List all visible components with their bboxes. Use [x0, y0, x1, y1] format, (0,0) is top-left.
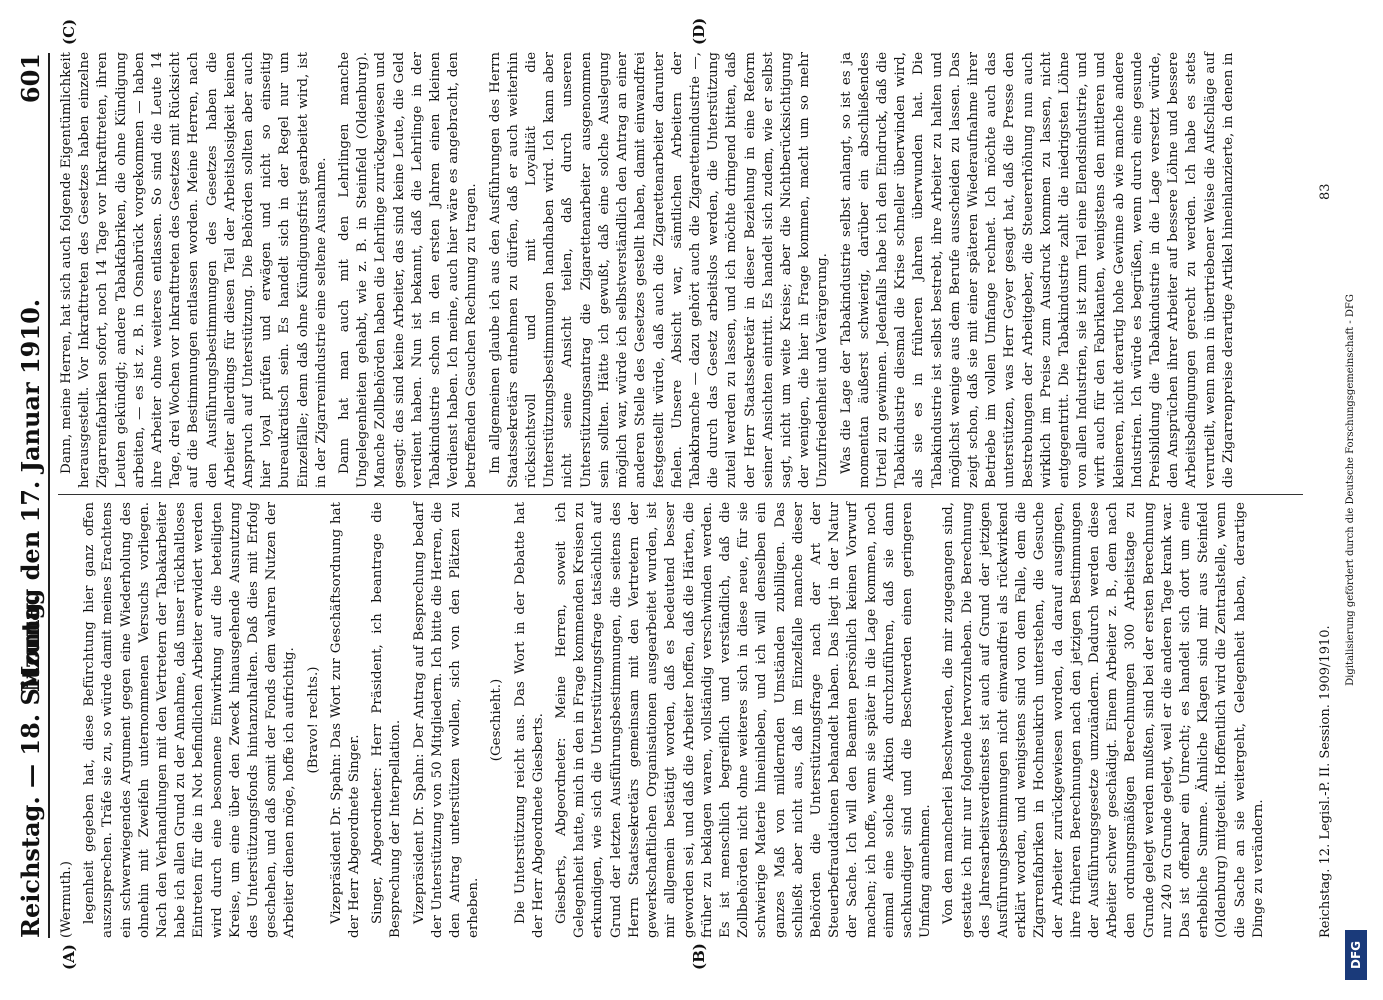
footer-citation: Reichstag. 12. Legisl.-P. II. Session. 1909/1910.: [1318, 625, 1333, 938]
paragraph: Von den mancherlei Beschwerden, die mir zugegangen sind, gestatte ich mir nur folgende hervorzuheben. Die Berechnung des Jahresarbeitsverdienstes ist auch auf Grund der jetzigen Ausführungsbestimmungen nicht einwandfrei als rückwirkend erklärt worden, und wenigstens sind von dem Falle, dem die Zigarrenfabriken in Hochneukirch unterstehen, die Gesuche der Arbeiter zurückgewiesen worden, da darauf ausgingen, ihre früheren Berechnungen nach den jetzigen Bestimmungen der Ausführungsgesetze umzuändern. Dadurch werden diese Arbeiter schwer geschädigt. Einem Arbeiter z. B., dem nach den ordnungsmäßigen Berechnungen 300 Arbeitstage zu Grunde gelegt werden mußten, sind bei der ersten Berechnung nur 240 zu Grunde gelegt, weil er die anderen Tage krank war. Das ist offenbar ein Unrecht; es handelt sich dort um eine erhebliche Summe. Ähnliche Klagen sind mir aus Steinfeld (Oldenburg) mitgeteilt. Hoffentlich wird die Zentralstelle, wenn die Sache an sie weitergeht, Gelegenheit haben, derartige Dinge zu verändern.: [941, 502, 1266, 938]
right-text-column: [58, 52, 1243, 488]
paragraph: (Geschieht.): [489, 678, 505, 762]
page-number: 601: [16, 53, 45, 104]
left-text-column: [58, 502, 1273, 938]
paragraph: (Bravo! rechts.): [305, 666, 321, 774]
paragraph: Giesberts, Abgeordneter: Meine Herren, soweit ich Gelegenheit hatte, mich in den in Frage kommenden Kreisen zu erkundigen, wie sich die Unterstützungsfrage tatsächlich auf Grund der letzten Ausführungsbestimmungen, die seitens des Herrn Staatssekretärs gemeinsam mit den Vertretern der gewerkschaftlichen Organisationen ausgearbeitet wurden, ist mir allgemein bestätigt worden, daß es bedeutend besser geworden sei, und daß die Arbeiter hoffen, daß die Härten, die früher zu beklagen waren, vollständig verschwinden werden. Es ist menschlich begreiflich und verständlich, daß die Zollbehörden nicht ohne weiteres sich in diese neue, für sie schwierige Materie hineinleben, und ich will denselben ein ganzes Maß von mildernden Umständen zubilligen. Das schließt aber nicht aus, daß im Einzelfalle manche dieser Behörden die Unterstützungsfrage nach der Art der Steuerbefraudationen behandelt haben. Das liegt in der Natur der Sache. Ich will den Beamten persönlich keinen Vorwurf machen; ich hoffe, wenn sie später in die Lage kommen, noch einmal eine solche Aktion durchzuführen, daß sie dann sachkundiger sind und die Beschwerden einen geringeren Umfang annehmen.: [554, 502, 934, 938]
column-divider: [58, 494, 1303, 495]
paragraph: Was die Lage der Tabakindustrie selbst anlangt, so ist es ja momentan äußerst schwierig, darüber ein abschließendes Urteil zu gewinnen. Jedenfalls habe ich den Eindruck, daß die Tabakindustrie diesmal die Krise schneller überwinden wird, als sie es in früheren Jahren überwunden hat. Die Tabakindustrie ist selbst bestrebt, ihre Arbeiter zu halten und möglichst wenige aus dem Berufe ausscheiden zu lassen. Das zeigt schon, daß sie mit einer späteren Wiederaufnahme ihrer Betriebe im vollen Umfange rechnet. Ich möchte auch das unterstützen, was Herr Geyer gesagt hat, daß die Presse den Bestrebungen der Arbeitgeber, die Steuererhöhung nun auch wirklich im Preise zum Ausdruck kommen zu lassen, nicht entgegentritt. Die Tabakindustrie zahlt die niedrigsten Löhne von allen Industrien, sie ist zum Teil eine Elendsindustrie, und wirft auch für den Fabrikanten, wenigstens den mittleren und kleineren, nicht derartig hohe Gewinne ab wie manche andere Industrien. Ich würde es begrüßen, wenn durch eine gesunde Preisbildung die Tabakindustrie in die Lage versetzt würde, den Ansprüchen ihrer Arbeiter auf bessere Löhne und bessere Arbeitsbedingungen gerecht zu werden. Ich habe es stets verurteilt, wenn man in übertriebener Weise die Aufschläge auf die Zigarrenpreise derartige Artikel hineinlanzierte, in denen in: [838, 52, 1236, 488]
paragraph: Vizepräsident Dr. Spahn: Das Wort zur Geschäftsordnung hat der Herr Abgeordnete Singer.: [328, 502, 363, 938]
header-rule: [48, 53, 50, 938]
paragraph: Dann, meine Herren, hat sich auch folgende Eigentümlichkeit herausgestellt. Vor Inkrafttreten des Gesetzes haben einzelne Zigarrenfabriken sofort, noch 14 Tage vor Inkrafttreten, ihren Leuten gekündigt; andere Tabakfabriken, die ohne Kündigung arbeiten, — es ist z. B. in Osnabrück vorgekommen — haben ihre Arbeiter ohne weiteres entlassen. So sind die Leute 14 Tage, drei Wochen vor Inkrafttreten des Gesetzes mit Rücksicht auf die Bestimmungen entlassen worden. Meine Herren, nach den Ausführungsbestimmungen des Gesetzes haben die Arbeiter allerdings für diesen Teil der Arbeitslosigkeit keinen Anspruch auf Unterstützung. Die Behörden sollten aber auch hier loyal prüfen und erwägen und nicht so einseitig bureaukratisch sein. Es handelt sich in der Regel nur um Einzelfälle; denn daß ohne Kündigungsfrist gearbeitet wird, ist in der Zigarrenindustrie eine seltene Ausnahme.: [59, 52, 329, 488]
margin-mark-a: (A): [60, 944, 78, 970]
margin-mark-b: (B): [690, 943, 708, 970]
footer-sheet-number: 83: [1318, 183, 1333, 200]
header-left-title: Reichstag. — 18. Sitzung.: [16, 594, 45, 938]
margin-mark-d: (D): [690, 17, 708, 45]
paragraph: legenheit gegeben hat, diese Befürchtung hier ganz offen auszusprechen. Träfe sie zu, so würde damit meines Erachtens ein schwerwiegendes Argument gegen eine Wiederholung des ohnehin mit Zweifeln unternommenen Versuchs vorliegen. Nach den Verhandlungen mit den Vertretern der Tabakarbeiter habe ich allen Grund zu der Annahme, daß unser rückhaltloses Eintreten für die in Not befindlichen Arbeiter erwidert werden wird durch eine besonnene Einwirkung auf die beteiligten Kreise, um eine über den Zweck hinausgehende Ausnutzung des Unterstützungsfonds hintanzuhalten. Daß dies mit Erfolg geschehen, und daß somit der Fonds dem wahren Nutzen der Arbeiter dienen möge, hoffe ich aufrichtig.: [82, 502, 298, 938]
header-date: Montag den 17. Januar 1910.: [16, 298, 45, 693]
paragraph: (Wermuth.): [59, 860, 74, 938]
paragraph: Die Unterstützung reicht aus. Das Wort in der Debatte hat der Herr Abgeordnete Giesberts.: [512, 502, 546, 938]
paragraph: Vizepräsident Dr. Spahn: Der Antrag auf Besprechung bedarf der Unterstützung von 50 Mitgliedern. Ich bitte die Herren, die den Antrag unterstützen wollen, sich von den Plätzen zu erheben.: [411, 502, 482, 938]
paragraph: Dann hat man auch mit den Lehrlingen manche Ungelegenheiten gehabt, wie z. B. in Steinfeld (Oldenburg). Manche Zollbehörden haben die Lehrlinge zurückgewiesen und gesagt: das sind keine Arbeiter, das sind keine Leute, die Geld verdient haben. Nun ist bekannt, daß die Lehrlinge in der Tabakindustrie schon in den ersten Jahren einen kleinen Verdienst haben. Ich meine, auch hier wäre es angebracht, den betreffenden Gesuchen Rechnung zu tragen.: [337, 52, 480, 488]
digitization-note: Digitalisierung gefördert durch die Deutsche Forschungsgemeinschaft - DFG: [1345, 294, 1356, 686]
dfg-logo: DFG: [1345, 930, 1367, 980]
margin-mark-c: (C): [60, 18, 78, 45]
paragraph: Singer, Abgeordneter: Herr Präsident, ich beantrage die Besprechung der Interpellation.: [370, 502, 404, 938]
page-header: [10, 53, 50, 938]
paragraph: Im allgemeinen glaube ich aus den Ausführungen des Herrn Staatssekretärs entnehmen zu dürfen, daß er auch weiterhin rücksichtsvoll und mit Loyalität die Unterstützungsbestimmungen handhaben wird. Ich kann aber nicht seine Ansicht teilen, daß durch unseren Unterstützungsantrag die Zigarettenarbeiter ausgenommen sein sollten. Hätte ich gewußt, daß eine solche Auslegung möglich war, würde ich selbstverständlich den Antrag an einer anderen Stelle des Gesetzes gestellt haben, damit einwandfrei festgestellt würde, daß auch die Zigarettenarbeiter darunter fielen. Unsere Absicht war, sämtlichen Arbeitern der Tabakbranche — dazu gehört auch die Zigarettenindustrie —, die durch das Gesetz arbeitslos werden, die Unterstützung zuteil werden zu lassen, und ich möchte dringend bitten, daß der Herr Staatssekretär in dieser Beziehung in eine Reform seiner Ansichten eintritt. Es handelt sich zudem, wie er selbst sagt, nicht um weite Kreise; aber die Nichtberücksichtigung der wenigen, die hier in Frage kommen, macht um so mehr Unzufriedenheit und Verärgerung.: [487, 52, 831, 488]
